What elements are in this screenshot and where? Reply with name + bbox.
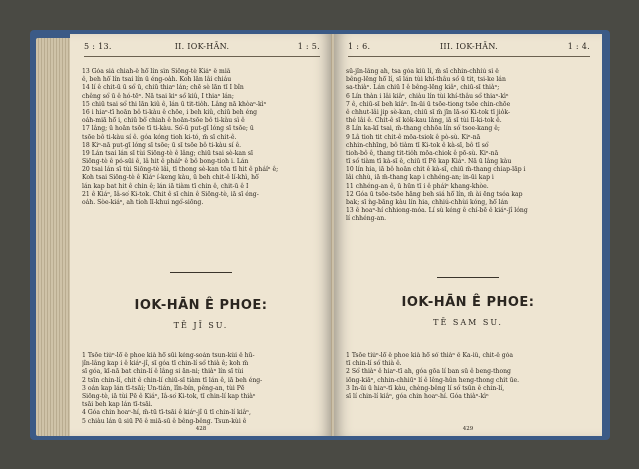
text-line: tioh-bô ê, thang tit-tio̍h mōa-chiok ê pō-sù. Kiⁿ-nā (346, 149, 499, 157)
right-page-header (348, 42, 590, 54)
right-header-verse-start: 1 : 6. (348, 42, 371, 51)
right-epistle-subtitle: TĒ SAM SU. (433, 318, 503, 327)
text-line: sa-thiàⁿ. Lán chiū I ê bêng-lēng kiâⁿ, chiū-sī thiàⁿ; (346, 84, 500, 92)
text-line: Siōng-tè ê pó-sūi ê, lâ hit ê phái͘ⁿ ê bô bong-tioh i. Lán (82, 158, 249, 166)
left-header-verse-end: 1 : 5. (297, 42, 320, 51)
text-line: 13 Góa siá chiah-ê hō͘ lín sìn Siōng-tè Kiáⁿ ê miâ (82, 68, 231, 75)
text-line: 4 Góa chin hoaⁿ-hí, m̄-tū tī-tsāi ê kiáⁿ-jî ū tī chin-lí kiâⁿ, (82, 409, 251, 417)
text-line: lán kap bat hit ê chin ê; lán iā tiàm tī chin ê, chit-ū ê I (82, 182, 249, 190)
right-text-block-bottom (346, 352, 590, 401)
text-line: thé lâi ê. Chit-ê sī ko̍k-kau lâng, iā sī tùi lī-ki-tok ê. (346, 117, 502, 125)
text-line: tsōe bô ti-kàu sí ê. góa kóng tioh ki-tó, m̄ sī chit-ê. (82, 133, 237, 141)
text-line: oa̍h-miā hō͘ i, chiū bô͘ chiah ê hoān-tsōe bô ti-kàu sì ê (82, 117, 245, 125)
left-page-header (84, 42, 320, 54)
right-page (334, 34, 602, 436)
left-page (70, 34, 332, 436)
page-edges (36, 38, 72, 436)
text-line: lâi chhù, iā m̄-thang kap i chhéng-an; in-ūi kap i (346, 174, 494, 182)
text-line: 7 ê, chiū-sī beh kiâⁿ. In-ūi ū tsōe-tiong tsōe chin-chōe (346, 100, 511, 108)
text-line: 11 chhéng-an ê, ū hūn tī i ê pháiⁿ khang-khòe. (346, 182, 489, 190)
text-line: Siōng-tè, iā tùi Pē ê Kiáⁿ, Iâ-so͘ Ki-tok, tī chin-lí kap thiàⁿ (82, 392, 256, 400)
left-epistle-title: IOK-HĀN Ê PHOE: (134, 298, 268, 313)
text-line: 2 tsīn chin-lí, chit ê chin-lí chiū-sī tiàm tī lán ê, iā beh éng- (82, 376, 263, 384)
text-line: lí chhéng-an. (346, 215, 387, 223)
left-text-block-bottom (82, 352, 320, 426)
left-header-rule (84, 56, 320, 57)
text-line: 19 Lán tsai lán sī tùi Siōng-tè ê lâng; chiū tsai sè-kan sī (82, 149, 253, 157)
text-line: 17 lâng; ū hoān tsōe tī ti-kàu. Só͘-ū put-gī lóng sī tsōe; ū (82, 125, 254, 133)
text-line: bêng-lēng hō͘ lí, sī lán tùi khí-thâu só͘ ū tit, tsi-ke lán (346, 76, 506, 84)
text-line: 18 Kiⁿ-nā put-gī lóng sī tsōe; ū sī tsōe bô ti-kàu sí ê. (82, 141, 242, 149)
right-header-verse-end: 1 : 4. (567, 42, 590, 51)
text-line: tī chin-lí só͘ thià ê. (346, 360, 402, 368)
text-line: 16 i hiaⁿ-tī hoān bô ti-kàu ê chōe, i beh kiû, chiū beh éng (82, 108, 258, 116)
text-line: 12 Góa ū tsōe-tsōe hāng beh siá hō͘ lín, m̄ ài ēng tsóa kap (346, 190, 523, 198)
text-line: 20 tsai lán sī tùi Siōng-tè lâi, tī thong sè-kan tōa tī hit ê phái͘ⁿ ê; (82, 166, 279, 174)
text-line: sī lí chin-lí kiâⁿ, góa chin hoaⁿ-hí. Góa thiàⁿ-kìⁿ (346, 392, 489, 400)
text-line: 3 In-ūi ū hiaⁿ-tī kàu, chèng-bêng lí só͘ tsūn ê chin-lí, (346, 384, 505, 392)
text-line: iōng-kiāⁿ, chhin-chhiūⁿ lí ê lêng-hûn heng-thong chit ūe. (346, 376, 520, 384)
right-header-rule (348, 56, 590, 57)
left-section-divider (170, 272, 232, 273)
text-line: 14 lí ê chit-ū ū só͘ ū, chiū thiaⁿ lán; chē sè lān tī I bîn (82, 84, 244, 92)
text-line: 21 ê Kiáⁿ, Iâ-so͘ Ki-tok. Chit ê sī chin ê Siōng-tè, iā sī éng- (82, 190, 259, 198)
text-line: Koh tsai Siōng-tè ê Kiáⁿ í-keng kàu, ū beh chit-ê lí-khì, hō͘ (82, 174, 259, 182)
text-line: 1 Tsōe tiúⁿ-lō͘ ê phoe kià hō͘ só͘ thiàⁿ ê Ka-iû, chit-ê góa (346, 352, 514, 359)
text-line: sī góa, kī-nā bat chin-lí ê lâng si ān-ni; thiàⁿ lín sī tùi (82, 368, 244, 376)
text-line: ê, beh hō͘ lín tsai lín ū éng-oa̍h. Koh lān lâi chiáu (82, 76, 232, 84)
text-line: 8 Lín ka-kī tsai, m̄-thang chhōa lín só͘ tsoe-kang ê; (346, 125, 500, 133)
text-line: 1 Tsōe tiúⁿ-lō͘ ê phoe kià hō͘ sūi kéng-soán tsun-kùi ê hū- (82, 352, 255, 359)
text-line: jîn-lâng kap i ê kiáⁿ-jî, sī góa tī chin-lí só͘ thià ê; koh m̄ (82, 360, 249, 368)
text-line: bak; sī ǹg-bāng kàu lín hia, chhiú-chhùi kóng, hō͘ lán (346, 199, 509, 206)
text-line: sū-jîn-lâng ah, tsa góa kiû lí, m̄ sī chhin-chhiú sì ê (346, 68, 499, 75)
left-header-verse-start: 5 : 13. (84, 42, 112, 51)
text-line: chêng só͘ ū ê hó-tēⁿ. Nā tsai kiⁿ só͘ kiû, I thiaⁿ lán; (82, 92, 234, 100)
right-epistle-title: IOK-HĀN Ê PHOE: (401, 295, 535, 310)
text-line: 6 Lín thàn i lâi kiâⁿ, chiàu lín tùi khí-thâu só͘ thiaⁿ-kìⁿ (346, 92, 509, 100)
text-line: 13 ê hoaⁿ-hí chhiong-móa. Lí sù kéng ê chí-bē ê kiáⁿ-jî lóng (346, 207, 528, 215)
text-line: ê chhut-lâi jip sè-kan, chiū sī m̄ jīn lā-so͘ Ki-tok tī jio̍k- (346, 108, 511, 116)
text-line: oa̍h. Sòe-kiáⁿ, ah tioh lī-khui ngó͘-siōng. (82, 199, 204, 206)
text-line: 10 lín hia, iā bô hoān chit ê kà-sī, chiū m̄-thang chiap-lāp i (346, 166, 526, 174)
left-page-number: 428 (195, 426, 207, 432)
text-line: 2 Só͘ thiàⁿ ê hiaⁿ-tī ah, góa gōa lí ban sū ê beng-thong (346, 368, 511, 376)
text-line: tī só͘ tiàm tī kà-sī ê, chiū tī Pē kap Kiáⁿ. Nā ū lâng kàu (346, 158, 512, 166)
text-line: 5 chiàu lán ū siū Pē ê miā-sū ê bêng-bêng. Tsun-kùi ê (82, 417, 247, 425)
left-epistle-subtitle: TĒ JĪ SU. (173, 321, 229, 330)
left-text-block-top (82, 68, 320, 207)
right-section-divider (437, 277, 499, 278)
right-header-book-title: III. IOK-HĀN. (439, 42, 499, 51)
right-page-number: 429 (462, 426, 474, 432)
text-line: 15 chiū tsai só͘ thi lān kiû ê, lán ū tit-tio̍h. Lâng nā khòaⁿ-kìⁿ (82, 100, 267, 108)
left-header-book-title: II. IOK-HĀN. (174, 42, 230, 51)
text-line: tsāi beh kap lán tī-tsāi. (82, 401, 153, 409)
right-text-block-top (346, 68, 590, 224)
text-line: chhin-chhīng, bô tiàm tī Ki-tok ê kà-sī, bô tī só͘ (346, 141, 489, 149)
text-line: 9 Lâ tioh tit chit-ê mōa-tsiok ê pò-sù. Kiⁿ-nā (346, 133, 481, 141)
text-line: 3 oa̍n kap lán tī-tsāi; Un-tián, lîn-bín, pêng-an, tùi Pē (82, 384, 245, 392)
